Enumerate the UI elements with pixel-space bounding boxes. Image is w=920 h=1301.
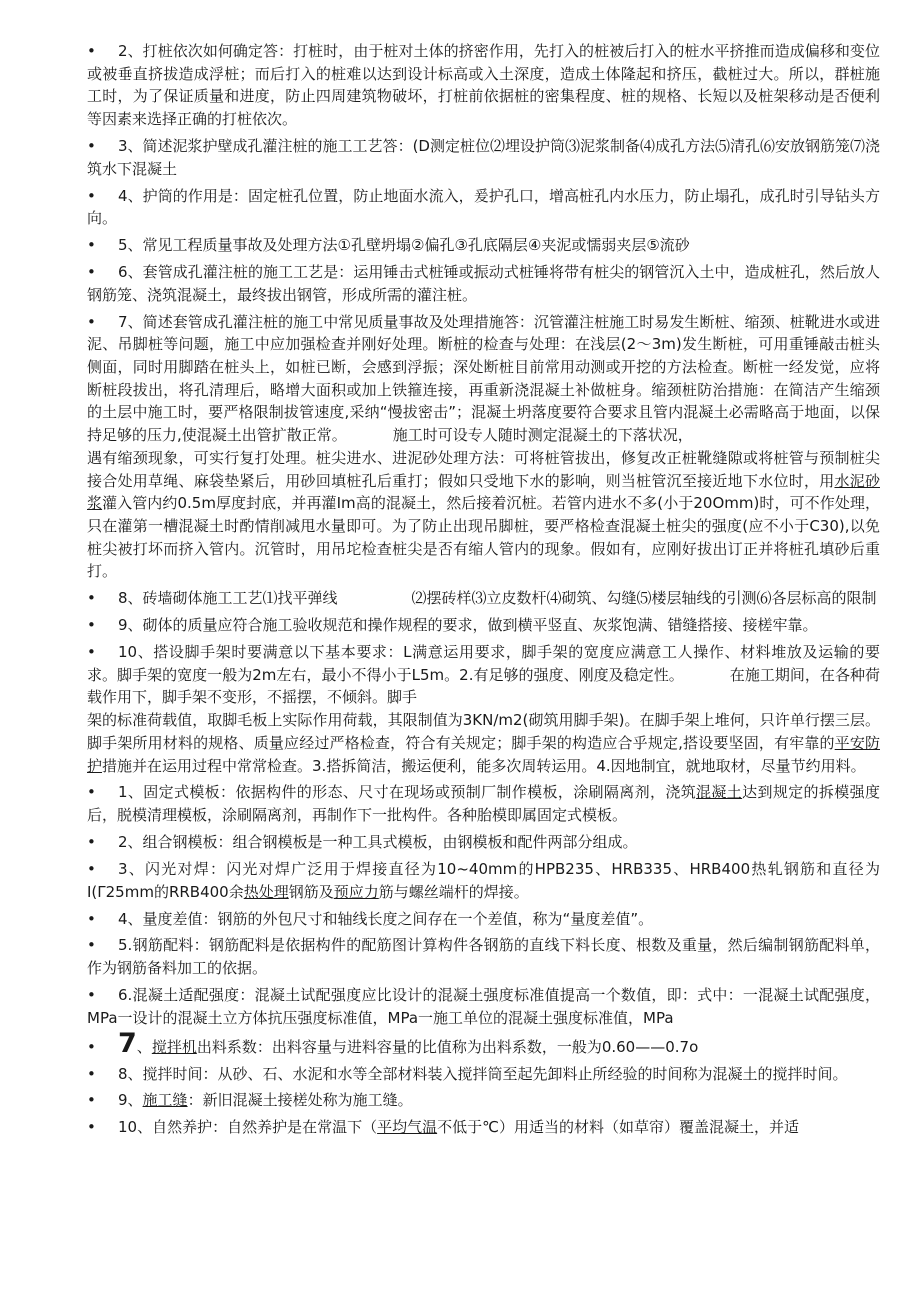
bullet-icon: • <box>87 859 96 878</box>
paragraph-text: 6、套管成孔灌注桩的施工工艺是：运用锤击式桩锤或振动式桩锤将带有桩尖的钢管沉入土中，造成桩孔，然后放人钢筋笼、浇筑混凝土，最终拔出钢管，形成所需的灌注桩。 <box>87 263 880 304</box>
paragraph-necking-treatment <box>87 447 880 583</box>
paragraph-mixing-time <box>87 1063 880 1086</box>
paragraph-trial-strength <box>87 984 880 1029</box>
bullet-icon: • <box>87 616 96 635</box>
paragraph-text: 7、简述套管成孔灌注桩的施工中常见质量事故及处理措施答：沉管灌注桩施工时易发生断桩、缩颈、桩靴进水或进泥、吊脚桩等问题，施工中应加强检查并刚好处理。断桩的检查与处理：在浅层(2～3m)发生断桩，可用重锤敲击桩头侧面，同时用脚踏在桩头上，如桩已断，会感到浮振；深处断桩目前常用动测或开挖的方法检查。断桩一经发觉，应将断桩段拔出，将孔清理后，略增大面积或加上铁箍连接，再重新浇混凝土补做桩身。缩颈桩防治措施：在简洁产生缩颈的土层中施工时，要严格限制拔管速度,采纳“慢拔密击”；混凝土坍落度要符合要求且管内混凝土必需略高于地面，以保持足够的压力,使混凝土出管扩散正常。 <box>87 312 880 445</box>
paragraph-text: 3、闪光对焊：闪光对焊广泛用于焊接直径为10~40mm的HPB235、HRB335、HRB400热轧钢筋和直径为Ι(Γ25mm的RRB400余 <box>87 859 880 901</box>
underlined-term: 水泥砂浆 <box>87 471 880 513</box>
bullet-icon: • <box>87 236 96 255</box>
paragraph-rebar-batching <box>87 934 880 979</box>
paragraph-masonry-quality <box>87 614 880 637</box>
paragraph-text: 5.钢筋配料：钢筋配料是依据构件的配筋图计算构件各钢筋的直线下料长度、根数及重量，然后编制钢筋配料单，作为钢筋备料加工的依据。 <box>87 936 880 978</box>
paragraph-text: 出料系数：出料容量与进料容量的比值称为出料系数，一般为0.60——0.7o <box>196 1037 699 1056</box>
paragraph-text: 6.混凝土适配强度：混凝土试配强度应比设计的混凝土强度标准值提高一个数值，即：式中：一混凝土试配强度，MPa一设计的混凝土立方体抗压强度标准值，MPa一施工单位的混凝土强度标准值，MPa <box>87 986 880 1027</box>
underlined-term: 施工缝 <box>142 1091 188 1110</box>
paragraph-text: 措施并在运用过程中常常检查。3.搭拆简洁，搬运便利，能多次周转运用。4.因地制宜，就地取材，尽量节约用料。 <box>102 756 866 775</box>
paragraph-brick-wall-process <box>87 587 880 610</box>
paragraph-natural-curing <box>87 1116 880 1139</box>
paragraph-quality-accidents <box>87 234 880 257</box>
bullet-icon: • <box>87 986 96 1005</box>
paragraph-text: 、 <box>136 1037 152 1056</box>
bullet-icon: • <box>87 312 96 331</box>
bullet-icon: • <box>87 833 96 852</box>
paragraph-text: 1、固定式模板：依据构件的形态、尺寸在现场或预制厂制作模板，涂刷隔离剂，浇筑 <box>118 783 697 802</box>
paragraph-discharge-coefficient <box>87 1027 880 1059</box>
paragraph-text: 8、搅拌时间：从砂、石、水泥和水等全部材料装入搅拌筒至起先卸料止所经验的时间称为混凝土的搅拌时间。 <box>118 1064 848 1083</box>
bullet-icon: • <box>87 1037 96 1056</box>
paragraph-text: 9、砌体的质量应符合施工验收规范和操作规程的要求，做到横平竖直、灰浆饱满、错缝搭接、接槎牢靠。 <box>118 616 818 635</box>
large-number: 7 <box>118 1027 137 1059</box>
paragraph-casing-pile-accidents <box>87 311 880 447</box>
paragraph-flash-welding <box>87 858 880 903</box>
paragraph-text: 2、组合钢模板：组合钢模板是一种工具式模板，由钢模板和配件两部分组成。 <box>118 833 638 852</box>
bullet-icon: • <box>87 42 96 60</box>
paragraph-text: 2、打桩依次如何确定答：打桩时，由于桩对土体的挤密作用，先打入的桩被后打入的桩水平挤推而造成偏移和变位或被垂直挤拔造成浮桩；而后打入的桩难以达到设计标高或入土深度，造成土体隆起和挤压，截桩过大。所以，群桩施工时，为了保证质量和进度，防止四周建筑物破坏，打桩前依据桩的密集程度、桩的规格、长短以及桩架移动是否便利等因素来选择正确的打桩依次。 <box>87 42 880 129</box>
bullet-icon: • <box>87 1118 96 1137</box>
underlined-term: 搅拌机 <box>151 1037 197 1056</box>
bullet-icon: • <box>87 783 96 802</box>
paragraph-text: 遇有缩颈现象，可实行复打处理。桩尖进水、进泥砂处理方法：可将桩管拔出，修复改正桩靴缝隙或将桩管与预制桩尖接合处用草绳、麻袋垫紧后，用砂回填桩孔后重打；假如只受地下水的影响，则当桩管沉至接近地下水位时，用 <box>87 448 880 490</box>
paragraph-construction-joint <box>87 1089 880 1112</box>
paragraph-fixed-formwork <box>87 781 880 826</box>
bullet-icon: • <box>87 263 96 282</box>
paragraph-text: 施工时可设专人随时测定混凝土的下落状况， <box>392 426 693 445</box>
paragraph-text: 10、自然养护：自然养护是在常温下（ <box>118 1118 378 1137</box>
bullet-icon: • <box>87 643 96 662</box>
paragraph-text: 不低于℃）用适当的材料（如草帘）覆盖混凝土，并适 <box>437 1118 799 1137</box>
paragraph-text: ：新旧混凝土接槎处称为施工缝。 <box>187 1091 413 1110</box>
bullet-icon: • <box>87 589 96 608</box>
bullet-icon: • <box>87 936 96 955</box>
paragraph-steel-formwork <box>87 831 880 854</box>
paragraph-mud-wall-process <box>87 135 880 180</box>
underlined-term: 预应力 <box>333 882 379 901</box>
underlined-term: 热处理 <box>243 882 289 901</box>
paragraph-text: 在施工期间，在各种荷载作用下，脚手架不变形，不摇摆，不倾斜。脚手 <box>87 665 880 707</box>
paragraph-text: 灌入管内约0.5m厚度封底，并再灌Im高的混凝土，然后接着沉桩。若管内进水不多(小于20Omm)时，可不作处理，只在灌第一槽混凝土时酌情削减甩水量即可。为了防止出现吊脚桩，要严格检查混凝土桩尖的强度(应不小于C30),以免桩尖被打坏而挤入管内。沉管时，用吊坨检查桩尖是否有缩人管内的现象。假如有，应刚好拔出订正并将桩孔填砂后重打。 <box>87 494 880 581</box>
bullet-icon: • <box>87 137 96 155</box>
paragraph-scaffold-load <box>87 709 880 777</box>
underlined-term: 平均气温 <box>377 1118 438 1137</box>
paragraph-measure-difference <box>87 908 880 931</box>
paragraph-text: 10、搭设脚手架时要满意以下基本要求：L满意运用要求，脚手架的宽度应满意工人操作、材料堆放及运输的要求。脚手架的宽度一般为2m左右，最小不得小于L5m。2.有足够的强度、刚度及稳定性。 <box>87 643 880 684</box>
paragraph-text: 4、量度差值：钢筋的外包尺寸和轴线长度之间存在一个差值，称为“量度差值”。 <box>118 909 654 928</box>
paragraph-text: ⑵摆砖样⑶立皮数杆⑷砌筑、勾缝⑸楼层轴线的引测⑹各层标高的限制 <box>411 589 877 608</box>
bullet-icon: • <box>87 1064 96 1083</box>
paragraph-text: 9、 <box>118 1091 143 1110</box>
paragraph-scaffold-requirements <box>87 641 880 709</box>
paragraph-text: 筋与螺丝端杆的焊接。 <box>378 882 529 901</box>
underlined-term: 混凝土 <box>696 783 743 802</box>
bullet-icon: • <box>87 909 96 928</box>
paragraph-text: 4、护筒的作用是：固定桩孔位置，防止地面水流入，爰护孔口，增高桩孔内水压力，防止塌孔，成孔时引导钻头方向。 <box>87 186 880 228</box>
paragraph-casing-function <box>87 185 880 230</box>
paragraph-casing-pile-process <box>87 261 880 306</box>
bullet-icon: • <box>87 1091 96 1110</box>
paragraph-text: 5、常见工程质量事故及处理方法①孔壁坍塌②偏孔③孔底隔层④夹泥或懦弱夹层⑤流砂 <box>118 236 690 255</box>
paragraph-text: 钢筋及 <box>288 882 334 901</box>
paragraph-text: 3、简述泥浆护壁成孔灌注桩的施工工艺答：(D测定桩位⑵埋设护筒⑶泥浆制备⑷成孔方法⑸清孔⑹安放钢筋笼⑺浇筑水下混凝土 <box>87 137 880 178</box>
paragraph-text: 8、砖墙砌体施工工艺⑴找平弹线 <box>118 589 338 608</box>
paragraph-text: 架的标准荷载值，取脚毛板上实际作用荷载，其限制值为3KN∕m2(砌筑用脚手架)。在脚手架上堆何，只许单行摆三层。脚手架所用材料的规格、质量应经过严格检查，符合有关规定；脚手架的构造应合乎规定,搭设要坚固，有牢靠的 <box>87 711 880 752</box>
paragraph-pile-sequence <box>87 40 880 131</box>
paragraph-text: 达到规定的拆模强度后，脱模清理模板，涂刷隔离剂，再制作下一批构件。各种胎模即属固定式模板。 <box>87 783 880 825</box>
document-page <box>87 40 880 1143</box>
underlined-term: 平安防护 <box>87 733 880 775</box>
bullet-icon: • <box>87 186 96 205</box>
